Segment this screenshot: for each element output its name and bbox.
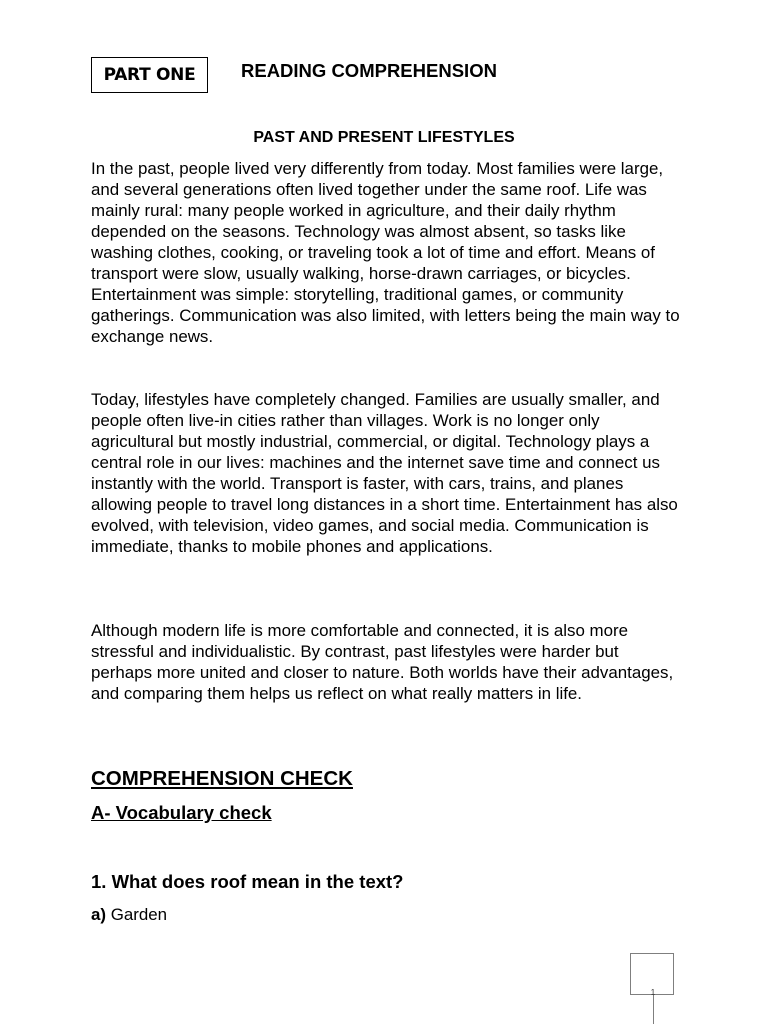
text-title: PAST AND PRESENT LIFESTYLES	[253, 129, 515, 146]
vocabulary-check-title: A- Vocabulary check	[91, 802, 272, 823]
page-number: 1	[650, 988, 656, 997]
paragraph-present: Today, lifestyles have completely changed. Families are usually smaller, and people often live-in cities rather than villages. Work is no longer only agricultural but mostly industrial, commercial, or digital. Technology plays a central role in our lives: machines and the internet save time and connect us instantly with the world. Transport is faster, with cars, trains, and planes allowing people to travel long distances in a short time. Entertainment has also evolved, with television, video games, and social media. Communication is immediate, thanks to mobile phones and applications.	[91, 390, 678, 556]
page-title: READING COMPREHENSION	[241, 60, 497, 81]
comprehension-check-title: COMPREHENSION CHECK	[91, 767, 353, 790]
option-a	[91, 904, 167, 925]
page-number-divider	[653, 995, 654, 1024]
part-one-label: PART ONE	[91, 57, 208, 93]
option-a-letter: a)	[91, 905, 107, 924]
question-1: 1. What does roof mean in the text?	[91, 871, 404, 892]
option-a-text: Garden	[110, 905, 168, 924]
paragraph-conclusion: Although modern life is more comfortable and connected, it is also more stressful and individualistic. By contrast, past lifestyles were harder but perhaps more united and closer to nature. Both worlds have their advantages, and comparing them helps us reflect on what really matters in life.	[91, 621, 674, 703]
paragraph-past: In the past, people lived very differently from today. Most families were large, and several generations often lived together under the same roof. Life was mainly rural: many people worked in agriculture, and their daily rhythm depended on the seasons. Technology was almost absent, so tasks like washing clothes, cooking, or traveling took a lot of time and effort. Means of transport were slow, usually walking, horse-drawn carriages, or bicycles. Entertainment was simple: storytelling, traditional games, or community gatherings. Communication was also limited, with letters being the main way to exchange news.	[91, 159, 680, 346]
